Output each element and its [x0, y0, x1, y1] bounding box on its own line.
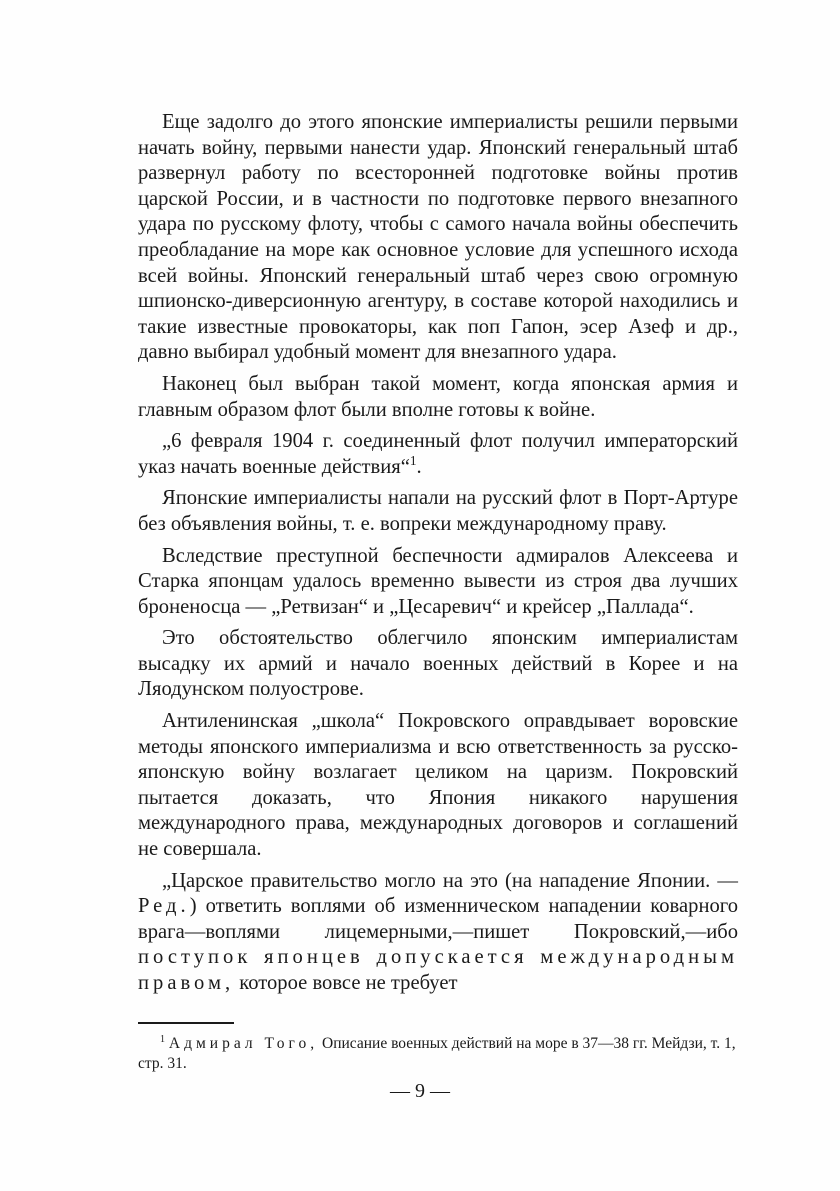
paragraph-8-part-1: „Царское правительство могло на это (на нападение Японии. —: [162, 869, 738, 892]
paragraph-1: Еще задолго до этого японские империалисты решили первыми начать войну, первыми нанести удар. Японский генеральный штаб развернул работу по всесторонней подготовке войны против царской России, и в частности по подготовке первого внезапного удара по русскому флоту, чтобы с самого начала войны обеспечить преобладание на море как основное условие для успешного исхода всей войны. Японский генеральный штаб через свою огромную шпионско-диверсионную агентуру, в составе которой находились и такие известные провокаторы, как поп Гапон, эсер Азеф и др., давно выбирал удобный момент для внезапного удара.: [138, 111, 738, 364]
paragraph-7: Антиленинская „школа“ Покровского оправдывает воровские методы японского империализма и всю ответственность за русско-японскую войну возлагает целиком на царизм. Покровский пытается доказать, что Япония никакого нарушения международного права, международных договоров и соглашений не совершала.: [138, 710, 738, 861]
footnote: [138, 1034, 738, 1074]
footnote-text: Описание военных действий на море в 37—38 гг. Мейдзи, т. 1, стр. 31.: [138, 1035, 736, 1072]
footnote-marker: 1: [160, 1033, 166, 1045]
main-text: [138, 110, 738, 1003]
paragraph-8-part-2: ) ответить воплями об изменническом нападении коварного врага—воплями лицемерными,—пишет Покровский,—ибо: [138, 895, 738, 943]
page-number: — 9 —: [390, 1080, 450, 1102]
paragraph-3-text: „6 февраля 1904 г. соединенный флот получил императорский указ начать военные действия“: [138, 430, 738, 478]
paragraph-3: [138, 429, 738, 480]
paragraph-2: Наконец был выбран такой момент, когда японская армия и главным образом флот были вполне готовы к войне.: [138, 372, 738, 421]
footnote-author: Адмирал Того,: [168, 1035, 319, 1052]
paragraph-5: Вследствие преступной беспечности адмиралов Алексеева и Старка японцам удалось временно вывести из строя два лучших броненосца — „Ретвизан“ и „Цесаревич“ и крейсер „Паллада“.: [138, 544, 738, 618]
emphasized-quote: поступок японцев допускается международным правом,: [138, 946, 738, 994]
paragraph-8: [138, 869, 738, 997]
paragraph-6: Это обстоятельство облегчило японским империалистам высадку их армий и начало военных действий в Корее и на Ляодунском полуострове.: [138, 627, 738, 701]
editor-note: Ред.: [138, 895, 190, 918]
paragraph-8-part-3: которое вовсе не требует: [239, 972, 458, 994]
paragraph-4: Японские империалисты напали на русский флот в Порт-Артуре без объявления войны, т. е. вопреки международному праву.: [138, 487, 738, 535]
footnote-divider: [138, 1022, 234, 1024]
footnote-reference[interactable]: 1: [409, 452, 417, 468]
paragraph-3-tail: .: [416, 455, 422, 478]
